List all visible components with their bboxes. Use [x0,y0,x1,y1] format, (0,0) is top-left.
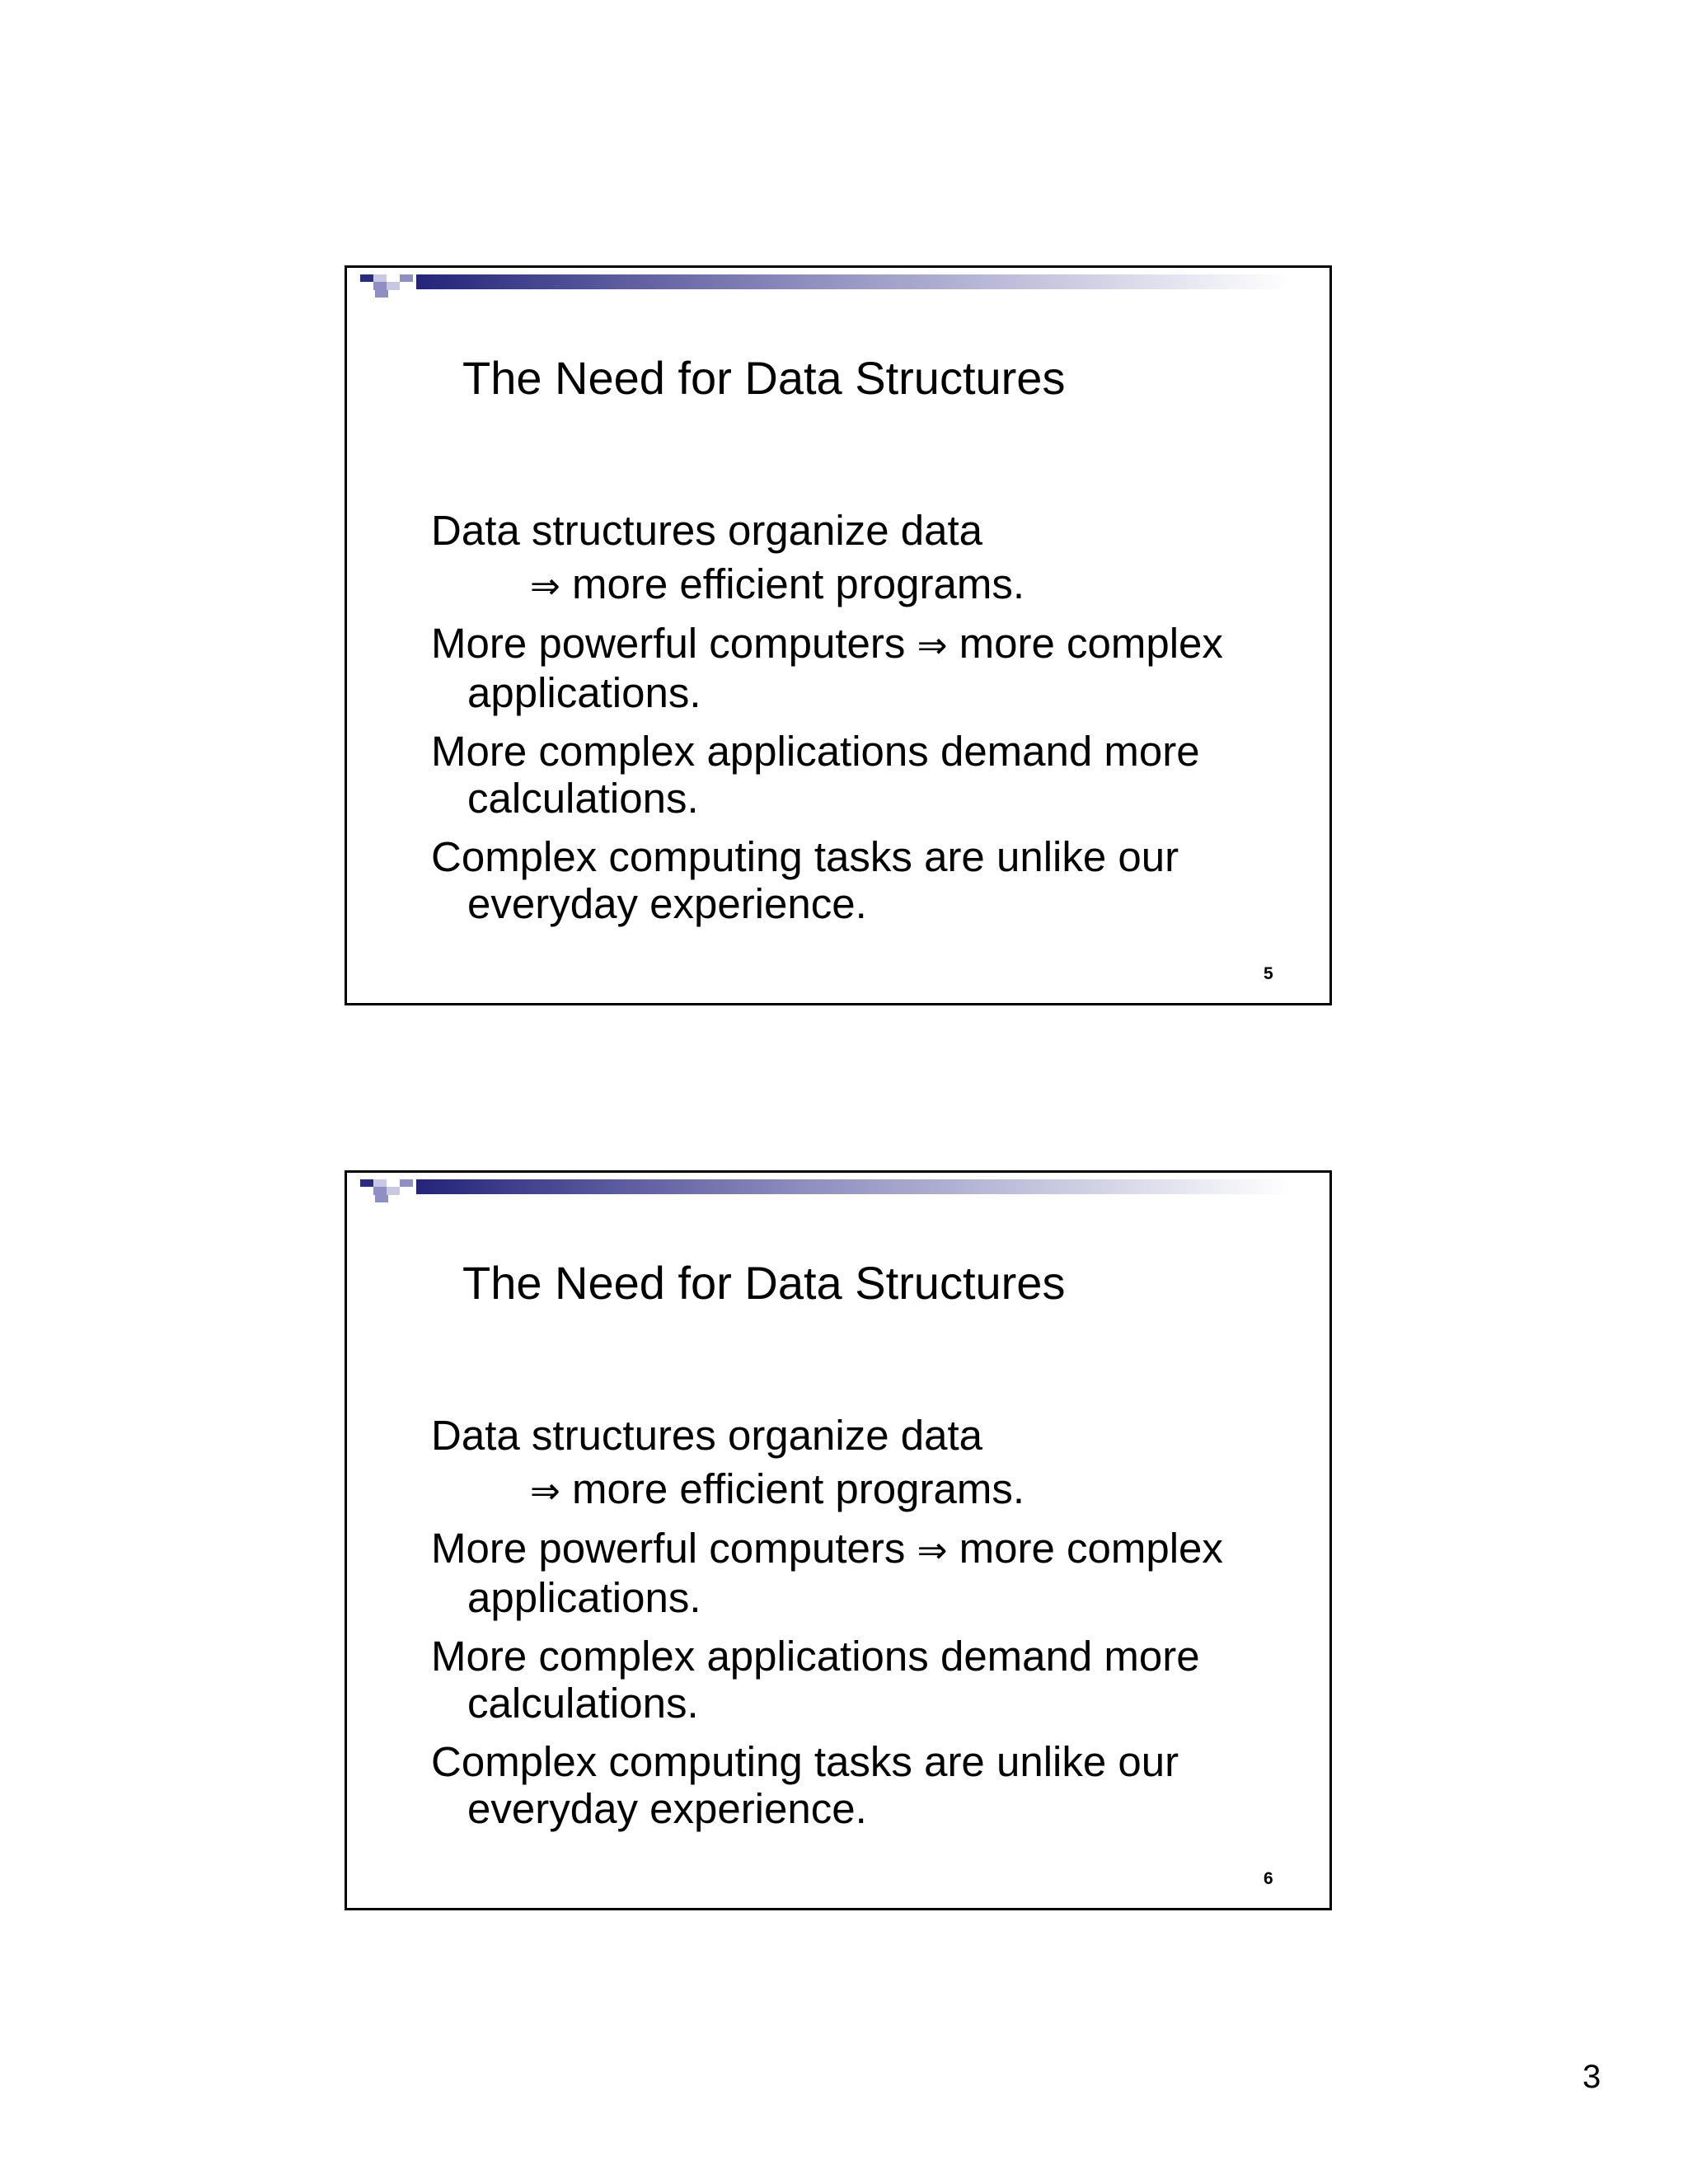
sub-bullet-item [431,560,1305,610]
bullet-text-after: more complex applications. [467,1525,1223,1621]
header-pixel-square [373,274,387,282]
bullet-list [431,1412,1305,1844]
implies-arrow-icon: ⇒ [530,1470,560,1512]
bullet-text-after: more complex applications. [467,620,1223,716]
bullet-text: Complex computing tasks are unlike our everyday experience. [431,1738,1179,1832]
bullet-item [431,1525,1305,1621]
bullet-item [431,1633,1305,1727]
bullet-text: Complex computing tasks are unlike our everyday experience. [431,833,1179,927]
implies-arrow-icon: ⇒ [530,565,560,607]
slide-title: The Need for Data Structures [462,1257,1066,1309]
slide-5 [345,265,1332,1005]
header-gradient-bar [416,274,1290,289]
slide-6 [345,1170,1332,1910]
bullet-text: more efficient programs. [560,560,1025,607]
header-pixel-square [400,1179,413,1187]
bullet-item [431,507,1305,554]
header-pixel-square [373,1187,387,1195]
bullet-item [431,728,1305,822]
header-pixel-square [373,1179,387,1187]
header-gradient-bar [416,1179,1290,1194]
bullet-item [431,1738,1305,1832]
bullet-text: More powerful computers [431,620,917,667]
slide-title: The Need for Data Structures [462,352,1066,404]
slide-header-decoration [347,1173,1332,1206]
header-pixel-square [360,1179,373,1187]
bullet-text: more efficient programs. [560,1465,1025,1512]
bullet-text: More complex applications demand more calculations. [431,728,1200,822]
page-number: 3 [1582,2059,1601,2095]
header-pixel-square [387,282,400,290]
header-pixel-square [387,1187,400,1195]
header-pixel-square [375,290,388,298]
slide-number: 6 [1264,1869,1273,1888]
bullet-text: More powerful computers [431,1525,917,1572]
bullet-text: Data structures organize data [431,1412,983,1459]
bullet-item [431,1412,1305,1459]
header-pixel-square [360,274,373,282]
slide-header-decoration [347,268,1332,301]
bullet-list [431,507,1305,939]
header-pixel-square [400,274,413,282]
header-pixel-square [375,1195,388,1202]
implies-arrow-icon: ⇒ [917,625,948,667]
sub-bullet-item [431,1465,1305,1515]
bullet-text: More complex applications demand more calculations. [431,1633,1200,1727]
bullet-item [431,620,1305,716]
slide-number: 5 [1264,964,1273,983]
implies-arrow-icon: ⇒ [917,1530,948,1572]
header-pixel-square [373,282,387,290]
bullet-text: Data structures organize data [431,507,983,554]
bullet-item [431,833,1305,927]
